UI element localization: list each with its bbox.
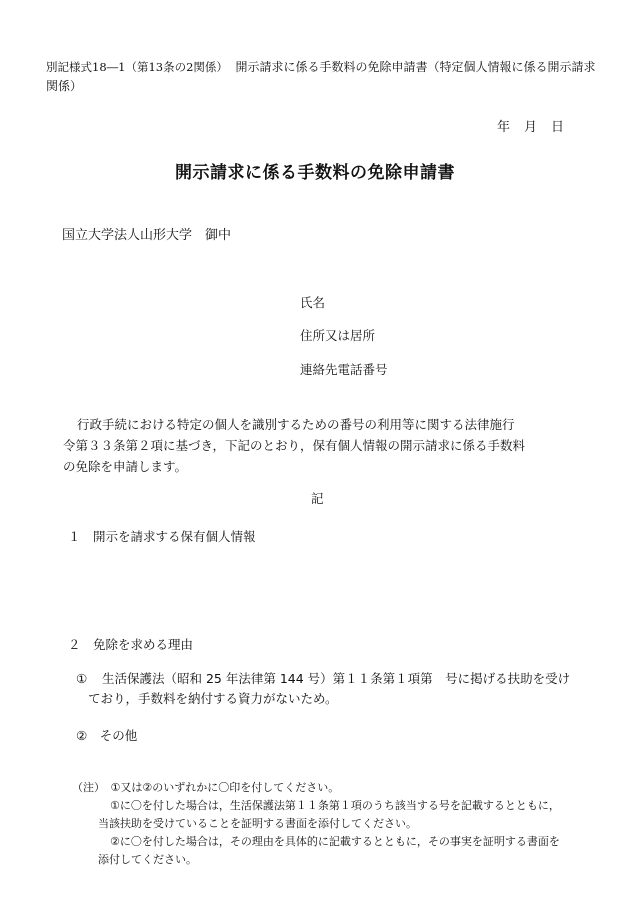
application-statement	[63, 414, 573, 477]
ki-heading: 記	[311, 491, 324, 506]
reason-1	[76, 669, 601, 709]
date-line: 年 月 日	[497, 120, 565, 135]
form-header-title: 開示請求に係る手数料の免除申請書（特定個人情報に係る開示請求関係）	[46, 60, 596, 93]
reason-1-marker: ①	[76, 671, 88, 686]
note-line-4: ②に〇を付した場合は，その理由を具体的に記載するとともに，その事実を証明する書面を	[110, 835, 560, 848]
note-line-3: 当該扶助を受けていることを証明する書面を添付してください。	[98, 817, 417, 830]
notes	[72, 779, 602, 869]
reason-1-line-2: ており，手数料を納付する資力がないため。	[88, 691, 338, 706]
form-reference: 別記様式18―1（第13条の2関係）	[46, 60, 228, 74]
name-label: 氏名	[300, 295, 326, 310]
section-1-heading: １ 開示を請求する保有個人情報	[68, 529, 256, 544]
note-line-5: 添付してください。	[98, 853, 197, 866]
section-2-heading: ２ 免除を求める理由	[68, 637, 194, 652]
statement-line-2: 令第３３条第２項に基づき，下記のとおり，保有個人情報の開示請求に係る手数料	[63, 438, 526, 453]
note-line-1: （注） ①又は②のいずれかに〇印を付してください。	[72, 781, 340, 794]
address-label: 住所又は居所	[300, 328, 376, 343]
form-identifier	[46, 58, 601, 96]
phone-label: 連絡先電話番号	[300, 362, 388, 377]
reason-2: ② その他	[76, 728, 138, 743]
addressee: 国立大学法人山形大学 御中	[62, 228, 232, 243]
note-line-2: ①に〇を付した場合は，生活保護法第１１条第１項のうち該当する号を記載するとともに，	[110, 799, 560, 812]
page-title: 開示請求に係る手数料の免除申請書	[175, 163, 455, 183]
reason-1-line-1: 生活保護法（昭和 25 年法律第 144 号）第１１条第１項第 号に掲げる扶助を受け	[102, 671, 571, 686]
statement-line-3: の免除を申請します。	[63, 459, 188, 474]
statement-line-1: 行政手続における特定の個人を識別するための番号の利用等に関する法律施行	[77, 417, 515, 432]
